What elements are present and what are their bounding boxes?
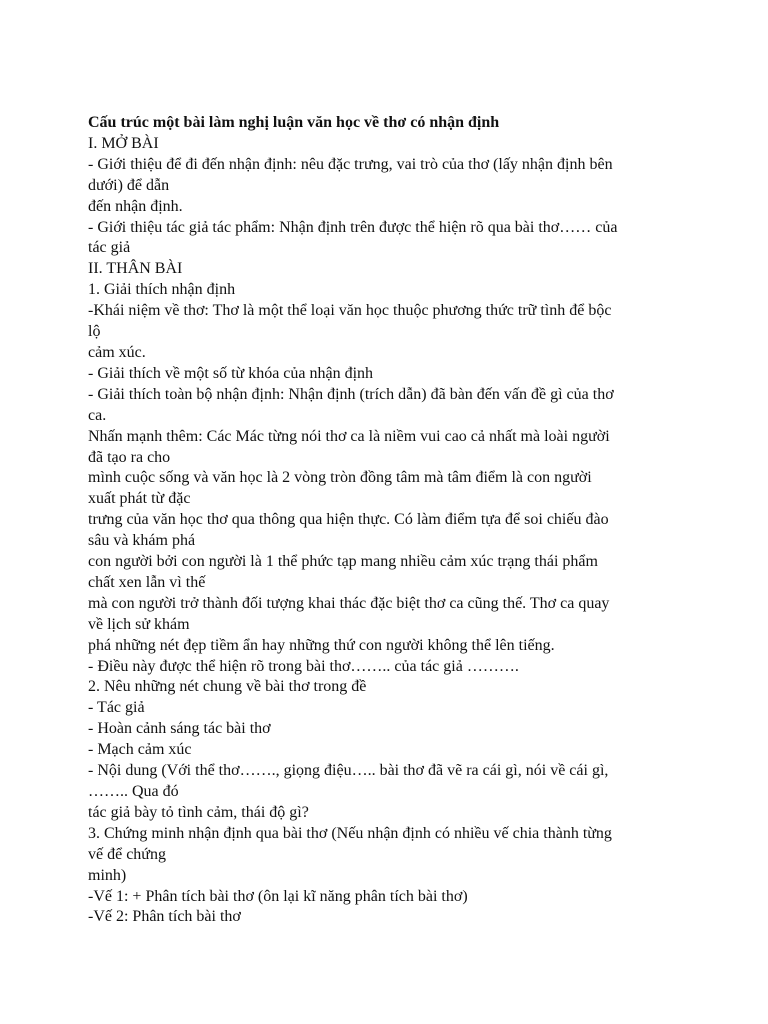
text-line: 2. Nêu những nét chung về bài thơ trong đề [88, 678, 367, 696]
text-line: - Giải thích toàn bộ nhận định: Nhận định (trích dẫn) đã bàn đến vấn đề gì của thơ [88, 385, 614, 403]
text-line: đã tạo ra cho [88, 448, 171, 466]
text-line: tác giả bày tỏ tình cảm, thái độ gì? [88, 803, 309, 821]
text-line: - Giải thích về một số từ khóa của nhận định [88, 364, 374, 382]
document-lines [88, 134, 688, 928]
text-line: đến nhận định. [88, 197, 183, 215]
text-line: vế để chứng [88, 845, 166, 863]
text-line: - Tác giả [88, 699, 145, 717]
text-line: - Giới thiệu để đi đến nhận định: nêu đặc trưng, vai trò của thơ (lấy nhận định bên [88, 155, 613, 173]
text-line: -Vế 2: Phân tích bài thơ [88, 908, 241, 926]
text-line: - Nội dung (Với thể thơ……., giọng điệu….. bài thơ đã vẽ ra cái gì, nói về cái gì, [88, 762, 609, 780]
text-line: về lịch sử khám [88, 615, 190, 633]
text-line: - Điều này được thể hiện rõ trong bài thơ…….. của tác giả ………. [88, 657, 519, 675]
document-body [88, 113, 688, 928]
text-line: mà con người trở thành đối tượng khai thác đặc biệt thơ ca cũng thế. Thơ ca quay [88, 594, 610, 612]
text-line: mình cuộc sống và văn học là 2 vòng tròn đồng tâm mà tâm điểm là con người [88, 469, 592, 487]
text-line: xuất phát từ đặc [88, 490, 191, 508]
text-line: …….. Qua đó [88, 783, 179, 800]
text-line: -Khái niệm về thơ: Thơ là một thể loại văn học thuộc phương thức trữ tình để bộc [88, 302, 612, 320]
text-line: -Vế 1: + Phân tích bài thơ (ôn lại kĩ năng phân tích bài thơ) [88, 887, 468, 905]
text-line: cảm xúc. [88, 343, 146, 361]
text-line: lộ [88, 323, 101, 341]
text-line: - Giới thiệu tác giả tác phẩm: Nhận định trên được thể hiện rõ qua bài thơ…… của [88, 218, 618, 236]
text-line: Nhấn mạnh thêm: Các Mác từng nói thơ ca là niềm vui cao cả nhất mà loài người [88, 427, 610, 445]
text-line: con người bởi con người là 1 thể phức tạp mang nhiều cảm xúc trạng thái phẩm [88, 553, 598, 571]
text-line: tác giả [88, 239, 131, 257]
text-line: 1. Giải thích nhận định [88, 281, 236, 299]
text-line: I. MỞ BÀI [88, 134, 159, 152]
text-line: - Mạch cảm xúc [88, 741, 192, 759]
text-line: II. THÂN BÀI [88, 260, 183, 278]
text-line: 3. Chứng minh nhận định qua bài thơ (Nếu nhận định có nhiều vế chia thành từng [88, 824, 612, 842]
text-line: dưới) để dẫn [88, 176, 170, 194]
text-line: trưng của văn học thơ qua thông qua hiện thực. Có làm điểm tựa để soi chiếu đào [88, 511, 609, 529]
text-line: - Hoàn cảnh sáng tác bài thơ [88, 720, 271, 738]
text-line: ca. [88, 406, 107, 424]
text-line: sâu và khám phá [88, 532, 196, 550]
document-title: Cấu trúc một bài làm nghị luận văn học về thơ có nhận định [88, 114, 500, 131]
text-line: chất xen lẫn vì thế [88, 573, 206, 591]
text-line: phá những nét đẹp tiềm ẩn hay những thứ con người không thể lên tiếng. [88, 636, 555, 654]
text-line: minh) [88, 866, 127, 884]
